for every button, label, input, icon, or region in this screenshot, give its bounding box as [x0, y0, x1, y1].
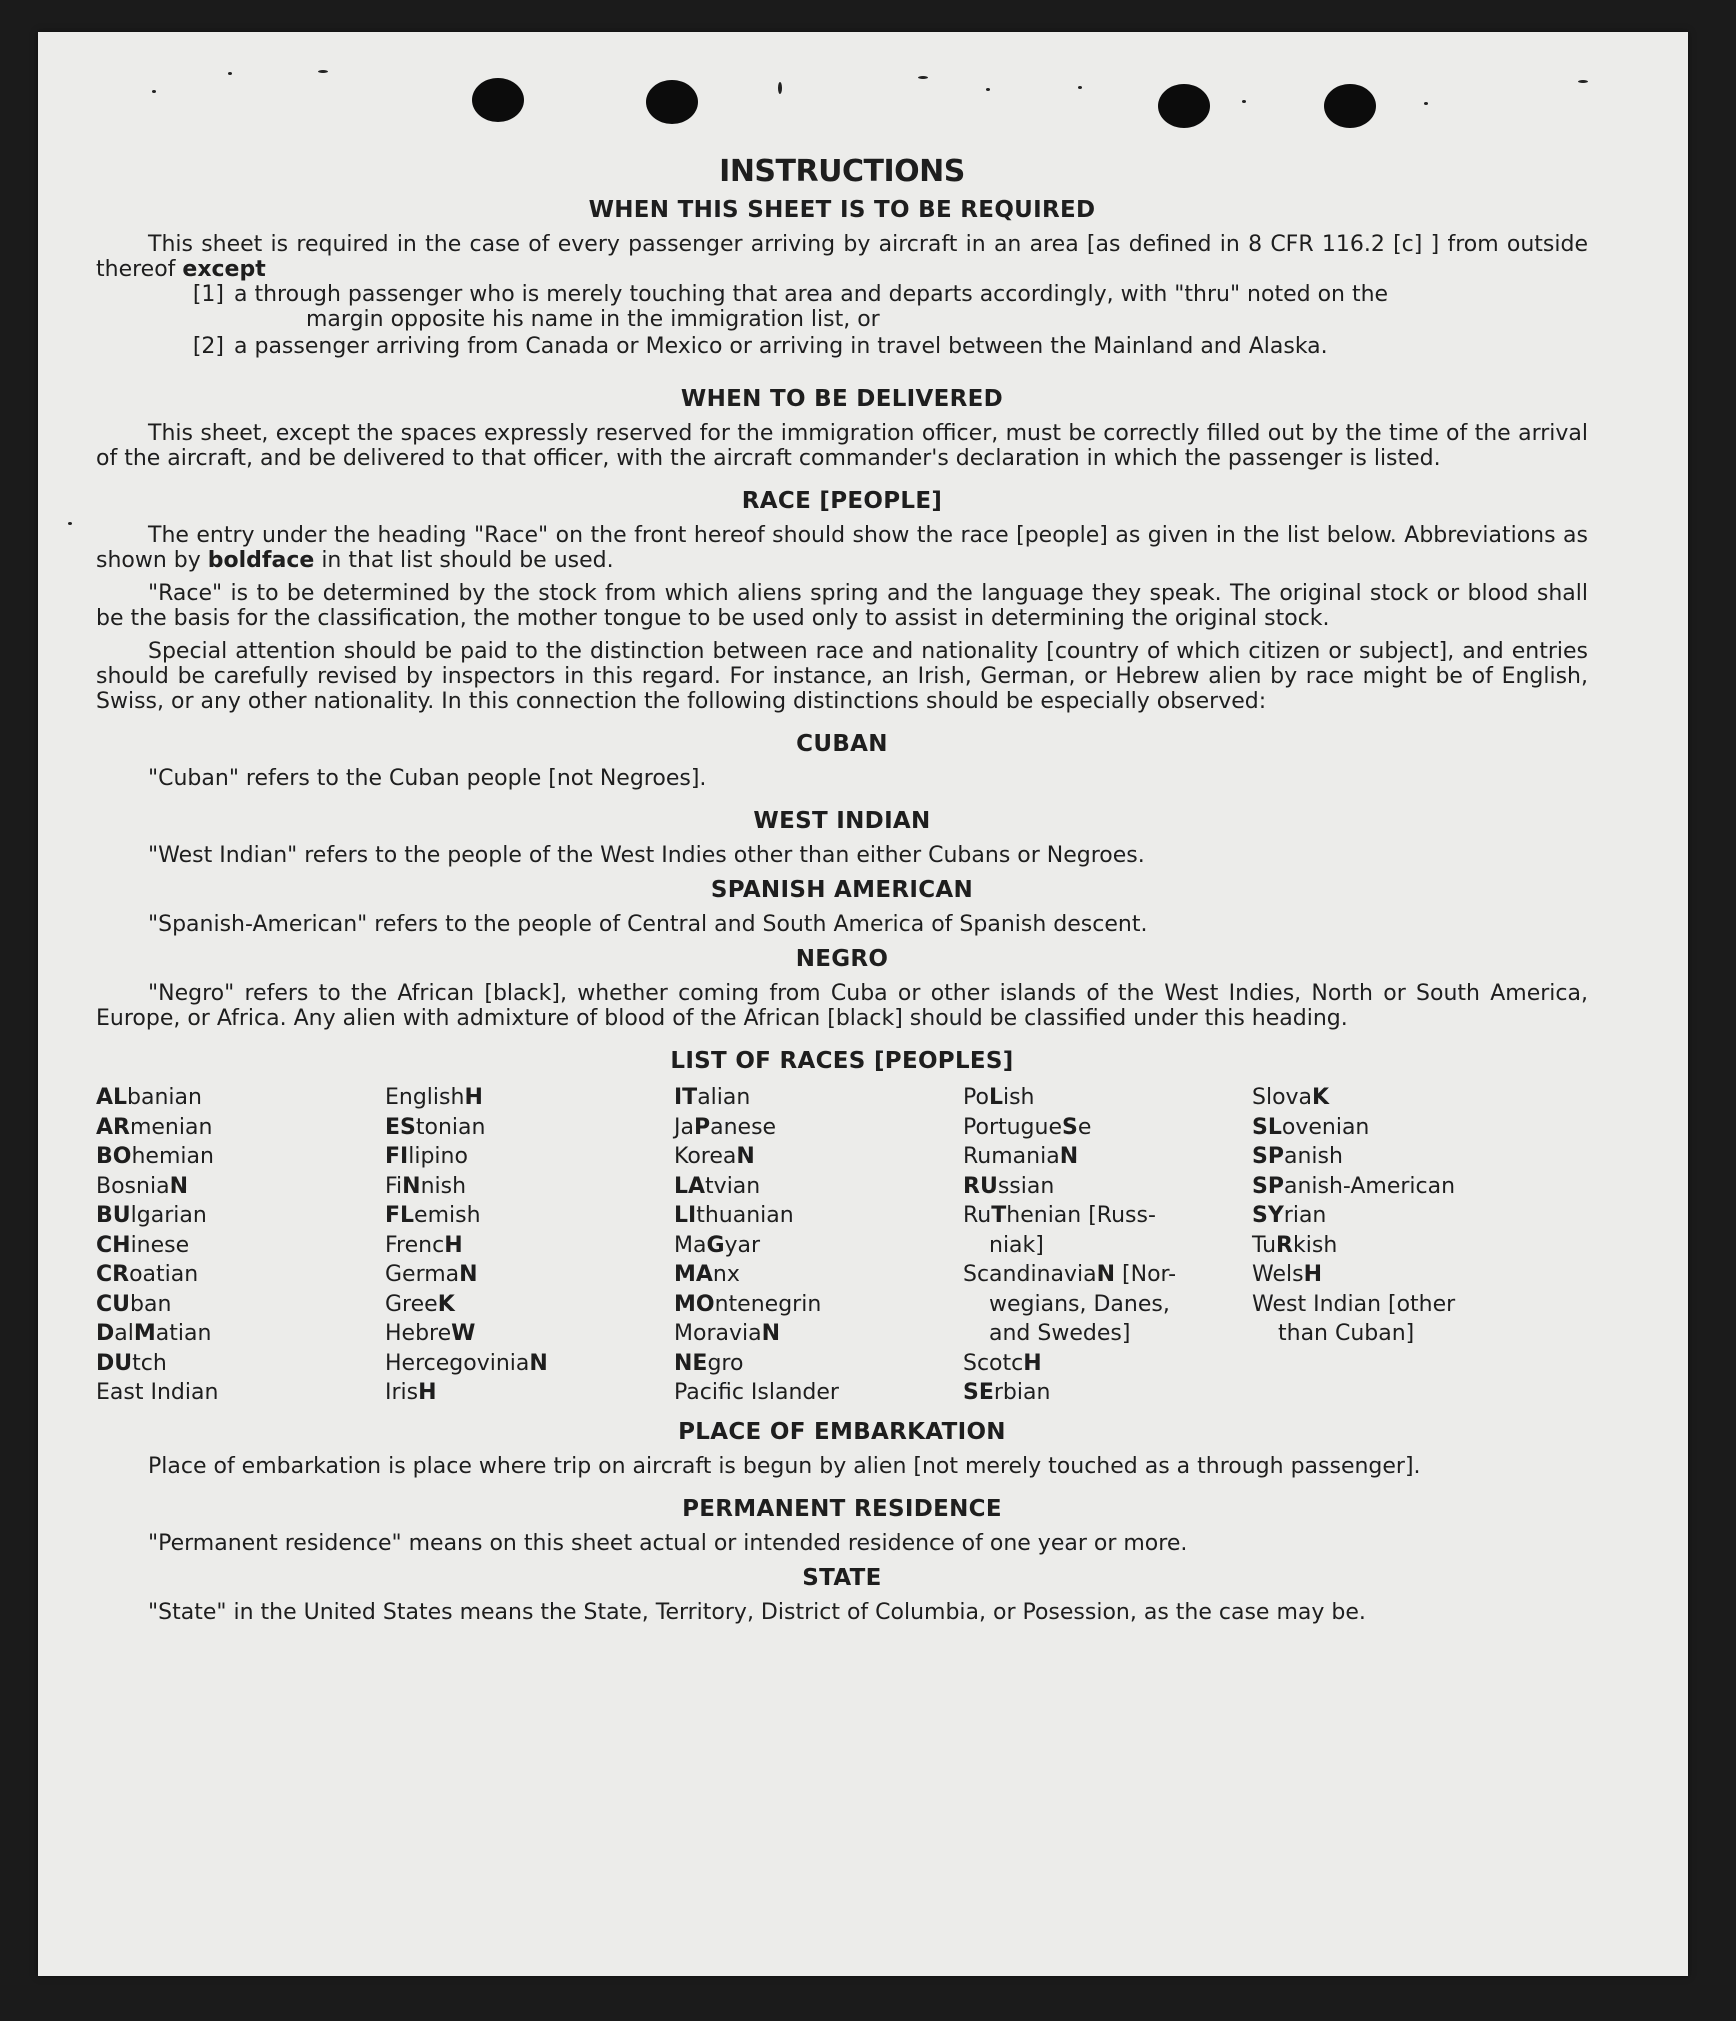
race-entry: West Indian [other	[1252, 1291, 1456, 1317]
race-column	[96, 1083, 385, 1408]
race-entry: BosniaN	[96, 1173, 188, 1199]
race-column	[385, 1083, 674, 1408]
paragraph: This sheet, except the spaces expressly reserved for the immigration officer, must be correctly filled out by the time of the arrival of the aircraft, and be delivered to that officer, with the aircraft commander's declaration in which the passenger is listed.	[96, 421, 1588, 471]
race-entry: MOntenegrin	[674, 1291, 822, 1317]
race-entry: FIlipino	[385, 1144, 468, 1169]
section-heading: NEGRO	[795, 946, 889, 972]
speck	[1078, 86, 1082, 89]
race-entry: GermaN	[385, 1262, 478, 1287]
section-heading: CUBAN	[796, 731, 888, 757]
paragraph: "Spanish-American" refers to the people of Central and South America of Spanish descent.	[148, 912, 1148, 937]
punch-hole	[1324, 84, 1376, 128]
race-entry: MoraviaN	[674, 1321, 781, 1346]
race-entry: East Indian	[96, 1380, 219, 1405]
race-entry: than Cuban]	[1278, 1321, 1415, 1346]
race-entry: DalMatian	[96, 1321, 212, 1346]
race-entry: FiNnish	[385, 1173, 467, 1199]
race-column	[963, 1083, 1252, 1408]
race-entry: LAtvian	[674, 1173, 761, 1199]
race-column	[1252, 1083, 1541, 1408]
race-entry: HebreW	[385, 1321, 476, 1346]
paragraph: "Negro" refers to the African [black], whether coming from Cuba or other islands of the West Indies, North or South America, Europe, or Africa. Any alien with admixture of blood of the African [black] should be classified under this heading.	[96, 981, 1588, 1031]
paragraph: The entry under the heading "Race" on the front hereof should show the race [people] as given in the list below. Abbreviations as shown by boldface in that list should be used.	[96, 523, 1588, 573]
section-heading: RACE [PEOPLE]	[741, 488, 943, 514]
race-entry: BUlgarian	[96, 1203, 207, 1228]
speck	[778, 82, 782, 94]
list-item: [1] a through passenger who is merely touching that area and departs accordingly, with "thru" noted on the margin opposite his name in the immigration list, or	[192, 282, 1389, 332]
document-sheet	[38, 32, 1688, 1976]
race-list	[96, 1083, 1588, 1408]
race-entry: HercegoviniaN	[385, 1350, 548, 1376]
section-heading: PLACE OF EMBARKATION	[678, 1418, 1006, 1445]
section-heading: LIST OF RACES [PEOPLES]	[670, 1048, 1014, 1074]
race-entry: niak]	[989, 1232, 1044, 1258]
race-entry: CUban	[96, 1291, 172, 1317]
race-entry: RumaniaN	[963, 1144, 1079, 1169]
race-entry: RuThenian [Russ-	[963, 1203, 1156, 1228]
section-heading: WHEN TO BE DELIVERED	[680, 386, 1004, 412]
race-entry: CHinese	[96, 1232, 190, 1258]
race-entry: SPanish	[1252, 1144, 1343, 1169]
paragraph: "Permanent residence" means on this sheet actual or intended residence of one year or more.	[148, 1530, 1188, 1556]
paragraph: Place of embarkation is place where trip on aircraft is begun by alien [not merely touched as a through passenger].	[148, 1453, 1421, 1479]
race-entry: SlovaK	[1252, 1085, 1330, 1110]
section-heading: STATE	[802, 1564, 882, 1591]
race-entry: MaGyar	[674, 1232, 761, 1258]
race-entry: WelsH	[1252, 1262, 1322, 1287]
race-entry: DUtch	[96, 1350, 167, 1376]
race-entry: NEgro	[674, 1350, 744, 1376]
speck	[1578, 80, 1588, 83]
race-entry: BOhemian	[96, 1144, 214, 1169]
race-entry: SYrian	[1252, 1203, 1327, 1228]
speck	[1424, 102, 1428, 105]
race-entry: SErbian	[963, 1380, 1051, 1405]
speck	[318, 70, 328, 73]
paragraph: "Race" is to be determined by the stock from which aliens spring and the language they speak. The original stock or blood shall be the basis for the classification, the mother tongue to be used only to assist in determining the original stock.	[96, 581, 1588, 631]
section-heading: SPANISH AMERICAN	[710, 877, 974, 903]
speck	[918, 76, 928, 79]
race-entry: PortugueSe	[963, 1114, 1092, 1140]
speck	[1242, 100, 1246, 103]
punch-hole	[646, 80, 698, 124]
race-entry: CRoatian	[96, 1262, 199, 1287]
race-entry: LIthuanian	[674, 1203, 794, 1228]
race-entry: and Swedes]	[989, 1321, 1131, 1346]
instructions-content	[96, 154, 1588, 1625]
punch-hole	[1158, 84, 1210, 128]
paragraph: "West Indian" refers to the people of the West Indies other than either Cubans or Negroes.	[148, 843, 1145, 868]
speck	[228, 72, 232, 75]
race-entry: ALbanian	[96, 1085, 202, 1110]
race-entry: KoreaN	[674, 1144, 755, 1169]
paragraph: "Cuban" refers to the Cuban people [not Negroes].	[148, 766, 707, 791]
paragraph: This sheet is required in the case of every passenger arriving by aircraft in an area [as defined in 8 CFR 116.2 [c] ] from outside thereof except	[96, 232, 1588, 282]
list-item: [2] a passenger arriving from Canada or Mexico or arriving in travel between the Mainland and Alaska.	[192, 334, 1328, 359]
section-heading: WHEN THIS SHEET IS TO BE REQUIRED	[588, 197, 1096, 223]
section-heading: WEST INDIAN	[753, 808, 931, 834]
race-entry: EnglishH	[385, 1085, 483, 1110]
race-entry: ITalian	[674, 1085, 751, 1110]
race-entry: MAnx	[674, 1262, 740, 1287]
race-entry: RUssian	[963, 1173, 1055, 1199]
race-entry: ScandinaviaN [Nor-	[963, 1262, 1177, 1287]
race-entry: wegians, Danes,	[989, 1291, 1170, 1317]
race-entry: IrisH	[385, 1380, 437, 1405]
race-column	[674, 1083, 963, 1408]
page-title: INSTRUCTIONS	[719, 154, 965, 189]
race-entry: JaPanese	[674, 1114, 777, 1140]
punch-hole	[472, 78, 524, 122]
race-entry: SLovenian	[1252, 1114, 1370, 1140]
race-entry: EStonian	[385, 1114, 486, 1140]
paragraph: Special attention should be paid to the distinction between race and nationality [country of which citizen or subject], and entries should be carefully revised by inspectors in this regard. For instance, an Irish, German, or Hebrew alien by race might be of English, Swiss, or any other nationality. In this connection the following distinctions should be especially observed:	[96, 639, 1588, 714]
section-heading: PERMANENT RESIDENCE	[682, 1495, 1002, 1522]
race-entry: GreeK	[385, 1291, 455, 1317]
speck	[152, 90, 156, 93]
race-entry: PoLish	[963, 1085, 1035, 1110]
race-entry: Pacific Islander	[674, 1380, 839, 1405]
speck	[68, 522, 72, 525]
race-entry: TuRkish	[1252, 1232, 1338, 1258]
race-entry: ScotcH	[963, 1350, 1042, 1376]
race-entry: SPanish-American	[1252, 1173, 1456, 1199]
paragraph: "State" in the United States means the State, Territory, District of Columbia, or Posession, as the case may be.	[148, 1599, 1366, 1625]
race-entry: FrencH	[385, 1232, 463, 1258]
speck	[986, 88, 990, 91]
race-entry: ARmenian	[96, 1114, 213, 1140]
race-entry: FLemish	[385, 1203, 481, 1228]
